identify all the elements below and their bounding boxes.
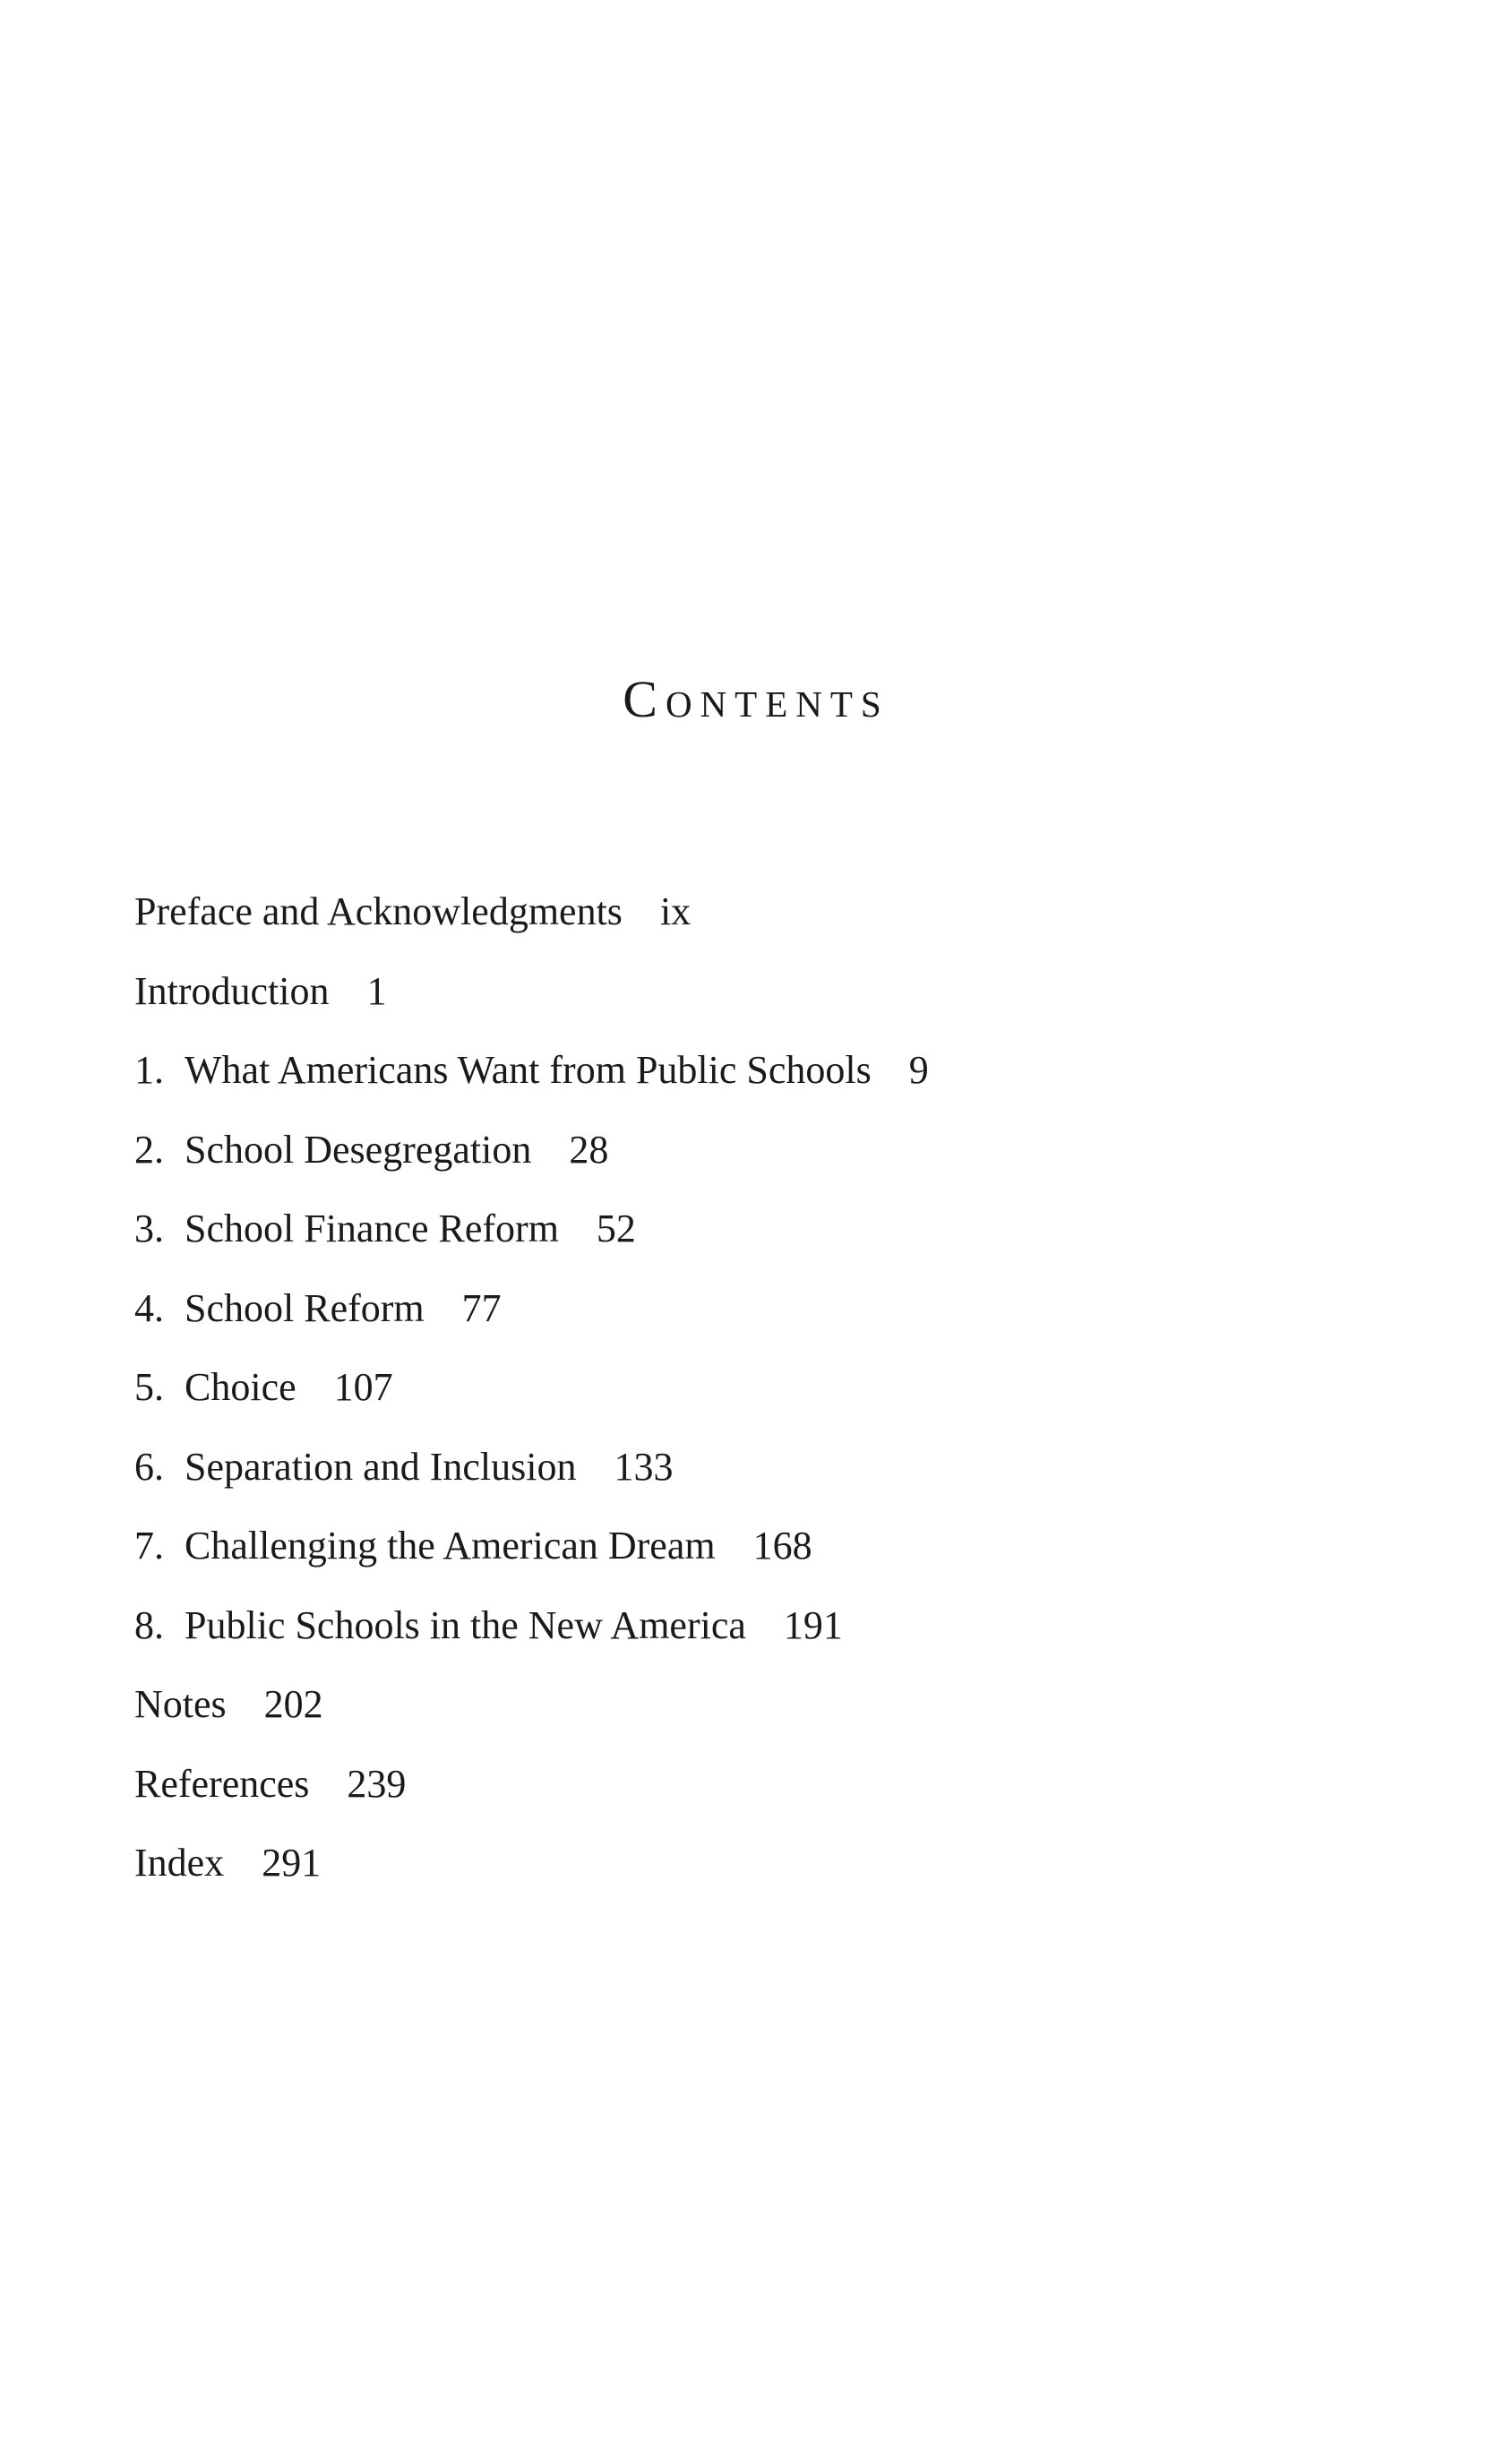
entry-page-number: 28	[569, 1127, 609, 1172]
entry-title: References	[134, 1761, 310, 1806]
entry-title: What Americans Want from Public Schools	[185, 1048, 872, 1092]
entry-title: School Finance Reform	[185, 1207, 559, 1250]
entry-page-number: 291	[262, 1841, 322, 1885]
entry-page-number: 133	[614, 1444, 674, 1489]
table-of-contents	[134, 885, 929, 1916]
entry-title: School Desegregation	[185, 1127, 532, 1172]
toc-entry-notes	[134, 1678, 929, 1757]
entry-title: Introduction	[134, 968, 330, 1013]
entry-page-number: 9	[908, 1048, 929, 1092]
toc-entry-chapter-1	[134, 1044, 929, 1123]
entry-page-number: 52	[596, 1207, 636, 1250]
entry-title: Separation and Inclusion	[185, 1444, 577, 1489]
toc-entry-chapter-5	[134, 1361, 929, 1440]
toc-entry-index	[134, 1836, 929, 1916]
chapter-number: 3.	[134, 1207, 164, 1250]
chapter-number: 7.	[134, 1524, 164, 1568]
chapter-number: 2.	[134, 1127, 164, 1172]
chapter-number: 8.	[134, 1602, 164, 1647]
chapter-number: 6.	[134, 1444, 164, 1489]
entry-title: Challenging the American Dream	[185, 1524, 716, 1568]
chapter-number: 1.	[134, 1048, 164, 1092]
entry-title: Index	[134, 1841, 225, 1885]
toc-entry-references	[134, 1757, 929, 1837]
toc-entry-chapter-3	[134, 1202, 929, 1282]
entry-title: School Reform	[185, 1285, 425, 1330]
entry-title: Notes	[134, 1682, 227, 1726]
chapter-number: 4.	[134, 1285, 164, 1330]
entry-page-number: 191	[783, 1602, 843, 1647]
entry-title: Public Schools in the New America	[185, 1602, 746, 1647]
toc-entry-introduction	[134, 965, 929, 1044]
entry-page-number: 168	[752, 1524, 812, 1568]
toc-entry-chapter-4	[134, 1282, 929, 1361]
entry-title: Choice	[185, 1365, 296, 1409]
chapter-number: 5.	[134, 1365, 164, 1409]
toc-entry-chapter-8	[134, 1599, 929, 1679]
entry-page-number: 77	[461, 1285, 502, 1330]
entry-page-number: ix	[659, 889, 692, 933]
entry-title: Preface and Acknowledgments	[134, 889, 623, 933]
contents-title: Contents	[623, 670, 889, 728]
entry-page-number: 107	[333, 1365, 393, 1409]
entry-page-number: 1	[366, 968, 387, 1013]
toc-entry-chapter-7	[134, 1519, 929, 1599]
entry-page-number: 239	[347, 1761, 407, 1806]
toc-entry-chapter-6	[134, 1440, 929, 1520]
toc-entry-preface	[134, 885, 929, 965]
entry-page-number: 202	[263, 1682, 323, 1726]
toc-entry-chapter-2	[134, 1123, 929, 1203]
